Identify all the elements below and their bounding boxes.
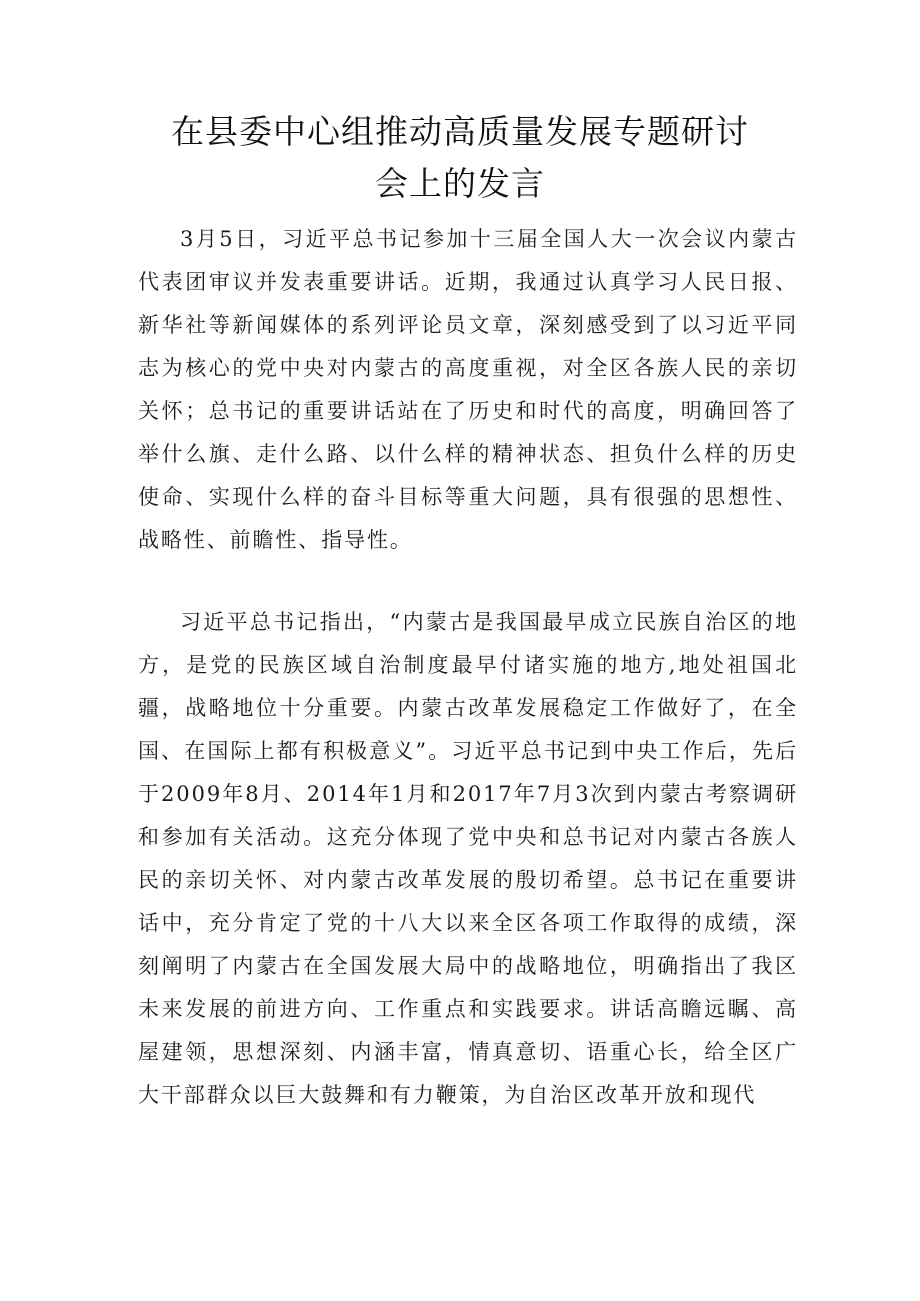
document-title-line-2: 会上的发言 [375,164,545,203]
paragraph-2: 习近平总书记指出，“内蒙古是我国最早成立民族自治区的地方，是党的民族区域自治制度最早付诸实施的地方,地处祖国北疆，战略地位十分重要。内蒙古改革发展稳定工作做好了，在全国、在国际上都有积极意义”。习近平总书记到中央工作后，先后于2009年8月、2014年1月和2017年7月3次到内蒙古考察调研和参加有关活动。这充分体现了党中央和总书记对内蒙古各族人民的亲切关怀、对内蒙古改革发展的殷切希望。总书记在重要讲话中，充分肯定了党的十八大以来全区各项工作取得的成绩，深刻阐明了内蒙古在全国发展大局中的战略地位，明确指出了我区未来发展的前进方向、工作重点和实践要求。讲话高瞻远瞩、高屋建领，思想深刻、内涵丰富，情真意切、语重心长，给全区广大干部群众以巨大鼓舞和有力鞭策，为自治区改革开放和现代 [138,610,798,1107]
paragraph-1: 3月5日，习近平总书记参加十三届全国人大一次会议内蒙古代表团审议并发表重要讲话。近期，我通过认真学习人民日报、新华社等新闻媒体的系列评论员文章，深刻感受到了以习近平同志为核心的党中央对内蒙古的高度重视，对全区各族人民的亲切关怀；总书记的重要讲话站在了历史和时代的高度，明确回答了举什么旗、走什么路、以什么样的精神状态、担负什么样的历史使命、实现什么样的奋斗目标等重大问题，具有很强的思想性、战略性、前瞻性、指导性。 [138,227,798,552]
document-title-line-1: 在县委中心组推动高质量发展专题研讨 [171,112,749,151]
